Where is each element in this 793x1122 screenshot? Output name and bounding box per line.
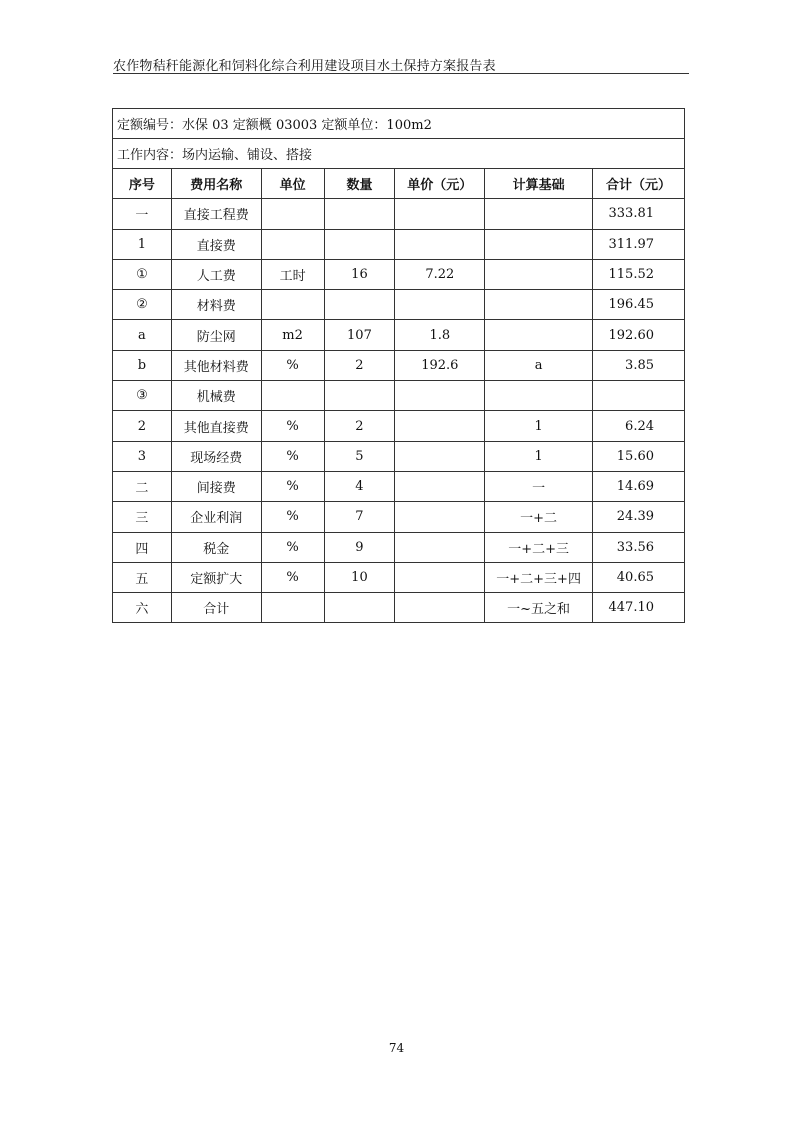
cell-unit: % [261, 562, 324, 592]
cell-qty [324, 381, 395, 411]
cell-name: 企业利润 [171, 502, 261, 532]
work-content-row [113, 139, 685, 169]
cell-qty: 2 [324, 350, 395, 380]
cell-price: 7.22 [395, 259, 485, 289]
cell-qty: 9 [324, 532, 395, 562]
work-content-text: 工作内容：场内运输、铺设、搭接 [113, 139, 685, 169]
table-row [113, 381, 685, 411]
cell-name: 合计 [171, 593, 261, 623]
table-row [113, 532, 685, 562]
quota-info-row [113, 109, 685, 139]
table-row [113, 199, 685, 229]
cell-total: 196.45 [593, 290, 685, 320]
cell-no: 五 [113, 562, 172, 592]
table-row [113, 593, 685, 623]
cell-name: 机械费 [171, 381, 261, 411]
column-header-price: 单价（元） [395, 169, 485, 199]
cell-price [395, 381, 485, 411]
cell-basis: 1 [485, 441, 593, 471]
cell-no: 一 [113, 199, 172, 229]
cell-qty: 10 [324, 562, 395, 592]
cell-qty: 5 [324, 441, 395, 471]
cell-unit [261, 229, 324, 259]
cell-name: 人工费 [171, 259, 261, 289]
cell-total: 15.60 [593, 441, 685, 471]
cell-price: 192.6 [395, 350, 485, 380]
cell-total: 192.60 [593, 320, 685, 350]
cell-basis [485, 199, 593, 229]
cell-no: 1 [113, 229, 172, 259]
cell-total: 33.56 [593, 532, 685, 562]
cell-unit: % [261, 532, 324, 562]
table-row [113, 471, 685, 501]
cell-qty [324, 593, 395, 623]
cell-total: 6.24 [593, 411, 685, 441]
cell-price [395, 290, 485, 320]
cell-no: 3 [113, 441, 172, 471]
cell-qty: 4 [324, 471, 395, 501]
cell-basis [485, 381, 593, 411]
cell-price: 1.8 [395, 320, 485, 350]
cell-unit: m2 [261, 320, 324, 350]
column-header-name: 费用名称 [171, 169, 261, 199]
cell-name: 材料费 [171, 290, 261, 320]
cell-total: 24.39 [593, 502, 685, 532]
cell-basis: 一+二 [485, 502, 593, 532]
cell-unit: % [261, 441, 324, 471]
cell-total: 14.69 [593, 471, 685, 501]
table-row [113, 441, 685, 471]
cell-price [395, 502, 485, 532]
cell-unit [261, 199, 324, 229]
cell-total: 311.97 [593, 229, 685, 259]
cell-qty [324, 290, 395, 320]
table-row [113, 290, 685, 320]
cell-name: 税金 [171, 532, 261, 562]
quota-info-text: 定额编号：水保 03 定额概 03003 定额单位：100m2 [113, 109, 685, 139]
table-row [113, 411, 685, 441]
cell-basis: 1 [485, 411, 593, 441]
cell-unit: % [261, 350, 324, 380]
cell-qty: 107 [324, 320, 395, 350]
cell-name: 现场经费 [171, 441, 261, 471]
cell-basis [485, 229, 593, 259]
page-number: 74 [388, 1041, 405, 1055]
column-header-no: 序号 [113, 169, 172, 199]
cell-price [395, 593, 485, 623]
cell-price [395, 441, 485, 471]
column-header-unit: 单位 [261, 169, 324, 199]
cell-basis [485, 320, 593, 350]
table-row [113, 259, 685, 289]
cell-basis: 一+二+三+四 [485, 562, 593, 592]
cell-name: 定额扩大 [171, 562, 261, 592]
cell-total: 447.10 [593, 593, 685, 623]
cell-no: 六 [113, 593, 172, 623]
cell-total: 3.85 [593, 350, 685, 380]
cell-unit [261, 381, 324, 411]
cell-qty: 7 [324, 502, 395, 532]
cell-unit: % [261, 502, 324, 532]
cell-name: 其他材料费 [171, 350, 261, 380]
table-row [113, 320, 685, 350]
table-row [113, 350, 685, 380]
cell-qty: 2 [324, 411, 395, 441]
cell-no: ② [113, 290, 172, 320]
cell-unit [261, 593, 324, 623]
cell-name: 防尘网 [171, 320, 261, 350]
document-header-title: 农作物秸秆能源化和饲料化综合利用建设项目水土保持方案报告表 [113, 59, 496, 74]
cell-no: 四 [113, 532, 172, 562]
cell-qty [324, 199, 395, 229]
cell-basis [485, 290, 593, 320]
cell-no: 2 [113, 411, 172, 441]
cell-no: 三 [113, 502, 172, 532]
cell-unit: % [261, 411, 324, 441]
cell-basis: a [485, 350, 593, 380]
header-rule [113, 73, 689, 74]
cell-name: 间接费 [171, 471, 261, 501]
cell-qty: 16 [324, 259, 395, 289]
column-header-qty: 数量 [324, 169, 395, 199]
cell-price [395, 532, 485, 562]
cell-basis: 一 [485, 471, 593, 501]
cell-no: 二 [113, 471, 172, 501]
cell-total: 40.65 [593, 562, 685, 592]
cell-price [395, 199, 485, 229]
cell-no: ③ [113, 381, 172, 411]
column-header-total: 合计（元） [593, 169, 685, 199]
cell-qty [324, 229, 395, 259]
cell-no: b [113, 350, 172, 380]
cell-no: ① [113, 259, 172, 289]
quota-table [112, 108, 685, 623]
cell-price [395, 229, 485, 259]
cell-no: a [113, 320, 172, 350]
cell-price [395, 471, 485, 501]
cell-total [593, 381, 685, 411]
cell-total: 333.81 [593, 199, 685, 229]
cell-price [395, 562, 485, 592]
cell-basis: 一~五之和 [485, 593, 593, 623]
cell-unit: 工时 [261, 259, 324, 289]
table-header-row [113, 169, 685, 199]
table-row [113, 562, 685, 592]
column-header-basis: 计算基础 [485, 169, 593, 199]
cell-unit [261, 290, 324, 320]
table-row [113, 502, 685, 532]
cell-total: 115.52 [593, 259, 685, 289]
cell-basis [485, 259, 593, 289]
cell-price [395, 411, 485, 441]
cell-name: 直接费 [171, 229, 261, 259]
cell-name: 直接工程费 [171, 199, 261, 229]
cell-unit: % [261, 471, 324, 501]
table-row [113, 229, 685, 259]
cell-name: 其他直接费 [171, 411, 261, 441]
cell-basis: 一+二+三 [485, 532, 593, 562]
